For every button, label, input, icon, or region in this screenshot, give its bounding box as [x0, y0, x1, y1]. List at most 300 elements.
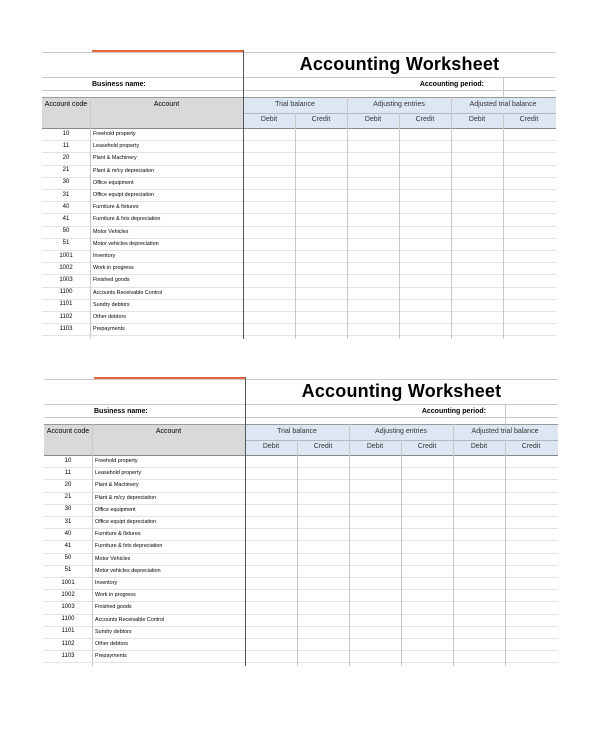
amount-cell[interactable] — [298, 590, 348, 601]
amount-cell[interactable] — [504, 312, 554, 323]
amount-cell[interactable] — [246, 553, 296, 564]
amount-cell[interactable] — [296, 251, 346, 262]
amount-cell[interactable] — [246, 565, 296, 576]
table-row — [42, 301, 556, 310]
amount-cell[interactable] — [298, 651, 348, 662]
account-name-cell: Leasehold property — [95, 470, 142, 477]
amount-cell[interactable] — [350, 578, 400, 589]
amount-cell[interactable] — [454, 480, 504, 491]
debit-header: Debit — [364, 116, 382, 123]
table-row — [44, 616, 558, 625]
amount-cell[interactable] — [348, 299, 398, 310]
amount-cell[interactable] — [506, 517, 556, 528]
amount-cell[interactable] — [506, 565, 556, 576]
amount-cell[interactable] — [246, 541, 296, 552]
amount-cell[interactable] — [504, 153, 554, 164]
amount-cell[interactable] — [504, 238, 554, 249]
amount-cell[interactable] — [400, 165, 450, 176]
account-code-cell: 1100 — [61, 616, 75, 623]
amount-cell[interactable] — [246, 651, 296, 662]
table-row — [42, 314, 556, 323]
amount-cell[interactable] — [452, 251, 502, 262]
account-code-cell: 21 — [62, 167, 70, 174]
amount-cell[interactable] — [244, 214, 294, 225]
amount-cell[interactable] — [296, 202, 346, 213]
amount-cell[interactable] — [402, 517, 452, 528]
table-row — [42, 228, 556, 237]
account-code-cell: 21 — [64, 494, 72, 501]
amount-cell[interactable] — [246, 578, 296, 589]
table-row — [44, 653, 558, 662]
amount-cell[interactable] — [452, 287, 502, 298]
amount-cell[interactable] — [402, 553, 452, 564]
amount-cell[interactable] — [244, 165, 294, 176]
amount-cell[interactable] — [298, 480, 348, 491]
accounting-period-label: Accounting period: — [419, 81, 484, 88]
account-code-cell: 1001 — [61, 579, 75, 586]
amount-cell[interactable] — [296, 238, 346, 249]
amount-cell[interactable] — [350, 456, 400, 467]
amount-cell[interactable] — [246, 626, 296, 637]
account-name-cell: Motor Vehicles — [93, 228, 129, 235]
table-row — [44, 580, 558, 589]
account-code-cell: 1103 — [61, 652, 75, 659]
amount-cell[interactable] — [348, 129, 398, 140]
amount-cell[interactable] — [246, 456, 296, 467]
amount-cell[interactable] — [246, 504, 296, 515]
account-name-cell: Accounts Receivable Control — [93, 289, 163, 296]
amount-cell[interactable] — [454, 590, 504, 601]
amount-cell[interactable] — [400, 153, 450, 164]
amount-cell[interactable] — [504, 141, 554, 152]
adjusting-entries-header: Adjusting entries — [373, 101, 425, 108]
amount-cell[interactable] — [504, 275, 554, 286]
account-code-cell: 1101 — [59, 301, 73, 308]
amount-cell[interactable] — [452, 190, 502, 201]
account-code-cell: 1102 — [59, 313, 73, 320]
amount-cell[interactable] — [506, 456, 556, 467]
amount-cell[interactable] — [350, 565, 400, 576]
amount-cell[interactable] — [350, 480, 400, 491]
amount-cell[interactable] — [350, 492, 400, 503]
amount-cell[interactable] — [296, 275, 346, 286]
table-row — [42, 131, 556, 140]
amount-cell[interactable] — [504, 165, 554, 176]
amount-cell[interactable] — [348, 177, 398, 188]
amount-cell[interactable] — [454, 492, 504, 503]
amount-cell[interactable] — [244, 177, 294, 188]
credit-header: Credit — [521, 443, 541, 450]
amount-cell[interactable] — [400, 238, 450, 249]
table-row — [44, 592, 558, 601]
amount-cell[interactable] — [504, 202, 554, 213]
amount-cell[interactable] — [348, 190, 398, 201]
amount-cell[interactable] — [454, 456, 504, 467]
amount-cell[interactable] — [454, 565, 504, 576]
amount-cell[interactable] — [402, 565, 452, 576]
amount-cell[interactable] — [452, 226, 502, 237]
amount-cell[interactable] — [402, 456, 452, 467]
amount-cell[interactable] — [296, 263, 346, 274]
account-code-cell: 51 — [62, 240, 70, 247]
amount-cell[interactable] — [400, 141, 450, 152]
amount-cell[interactable] — [296, 312, 346, 323]
amount-cell[interactable] — [452, 202, 502, 213]
account-name-cell: Prepayments — [95, 653, 127, 660]
amount-cell[interactable] — [246, 614, 296, 625]
amount-cell[interactable] — [452, 312, 502, 323]
amount-cell[interactable] — [244, 238, 294, 249]
amount-cell[interactable] — [504, 214, 554, 225]
amount-cell[interactable] — [504, 190, 554, 201]
account-name-cell: Motor vehicles depreciation — [93, 240, 159, 247]
amount-cell[interactable] — [246, 590, 296, 601]
amount-cell[interactable] — [296, 153, 346, 164]
account-code-cell: 1002 — [61, 591, 75, 598]
account-code-cell: 31 — [64, 518, 72, 525]
amount-cell[interactable] — [348, 287, 398, 298]
amount-cell[interactable] — [452, 177, 502, 188]
account-code-cell: 1003 — [59, 276, 73, 283]
amount-cell[interactable] — [402, 639, 452, 650]
amount-cell[interactable] — [246, 602, 296, 613]
amount-cell[interactable] — [504, 263, 554, 274]
table-row — [44, 470, 558, 479]
amount-cell[interactable] — [348, 202, 398, 213]
account-name-cell: Prepayments — [93, 326, 125, 333]
amount-cell[interactable] — [350, 602, 400, 613]
amount-cell[interactable] — [244, 251, 294, 262]
amount-cell[interactable] — [506, 504, 556, 515]
amount-cell[interactable] — [454, 553, 504, 564]
amount-cell[interactable] — [506, 529, 556, 540]
amount-cell[interactable] — [350, 614, 400, 625]
amount-cell[interactable] — [246, 517, 296, 528]
table-row — [42, 240, 556, 249]
amount-cell[interactable] — [400, 251, 450, 262]
account-code-cell: 1101 — [61, 628, 75, 635]
amount-cell[interactable] — [246, 468, 296, 479]
account-code-cell: 50 — [64, 555, 72, 562]
amount-cell[interactable] — [350, 590, 400, 601]
table-row — [42, 289, 556, 298]
amount-cell[interactable] — [400, 287, 450, 298]
credit-header: Credit — [311, 116, 331, 123]
amount-cell[interactable] — [298, 541, 348, 552]
amount-cell[interactable] — [400, 129, 450, 140]
amount-cell[interactable] — [402, 578, 452, 589]
table-row — [44, 519, 558, 528]
amount-cell[interactable] — [454, 602, 504, 613]
account-code-cell: 1102 — [61, 640, 75, 647]
trial-balance-header: Trial balance — [277, 428, 317, 435]
amount-cell[interactable] — [452, 299, 502, 310]
amount-cell[interactable] — [244, 299, 294, 310]
amount-cell[interactable] — [452, 141, 502, 152]
account-name-cell: Freehold property — [93, 131, 136, 137]
amount-cell[interactable] — [296, 165, 346, 176]
account-name-cell: Work in progress — [95, 592, 136, 599]
amount-cell[interactable] — [298, 504, 348, 515]
amount-cell[interactable] — [298, 578, 348, 589]
amount-cell[interactable] — [452, 275, 502, 286]
amount-cell[interactable] — [400, 299, 450, 310]
amount-cell[interactable] — [506, 480, 556, 491]
amount-cell[interactable] — [296, 129, 346, 140]
table-row — [42, 277, 556, 286]
account-name-cell: Finished goods — [93, 277, 130, 284]
account-name-cell: Office equipt depreciation — [93, 192, 155, 198]
amount-cell[interactable] — [350, 626, 400, 637]
business-name-label: Business name: — [92, 81, 146, 88]
amount-cell[interactable] — [400, 275, 450, 286]
table-row — [44, 543, 558, 552]
amount-cell[interactable] — [400, 202, 450, 213]
account-name-cell: Accounts Receivable Control — [95, 616, 165, 623]
amount-cell[interactable] — [244, 129, 294, 140]
amount-cell[interactable] — [298, 565, 348, 576]
amount-cell[interactable] — [350, 517, 400, 528]
table-row — [42, 253, 556, 262]
account-code-cell: 11 — [64, 469, 72, 476]
amount-cell[interactable] — [402, 651, 452, 662]
amount-cell[interactable] — [504, 299, 554, 310]
table-row — [42, 204, 556, 213]
amount-cell[interactable] — [400, 263, 450, 274]
amount-cell[interactable] — [348, 275, 398, 286]
account-code-cell: 51 — [64, 567, 72, 574]
table-row — [42, 326, 556, 335]
account-name-cell: Furniture & fxts depreciation — [95, 543, 163, 550]
account-name-cell: Plant & m/cy depreciation — [95, 494, 157, 501]
amount-cell[interactable] — [506, 468, 556, 479]
account-code-cell: 1001 — [59, 252, 73, 259]
amount-cell[interactable] — [504, 226, 554, 237]
amount-cell[interactable] — [402, 480, 452, 491]
amount-cell[interactable] — [506, 492, 556, 503]
table-row — [42, 192, 556, 201]
account-name-cell: Other debtors — [93, 314, 126, 320]
amount-cell[interactable] — [298, 517, 348, 528]
amount-cell[interactable] — [348, 263, 398, 274]
amount-cell[interactable] — [350, 639, 400, 650]
account-code-cell: 30 — [62, 179, 70, 186]
amount-cell[interactable] — [244, 141, 294, 152]
amount-cell[interactable] — [296, 287, 346, 298]
amount-cell[interactable] — [298, 468, 348, 479]
amount-cell[interactable] — [246, 529, 296, 540]
amount-cell[interactable] — [244, 226, 294, 237]
account-header: Account — [155, 428, 182, 435]
amount-cell[interactable] — [350, 553, 400, 564]
trial-balance-header: Trial balance — [275, 101, 315, 108]
amount-cell[interactable] — [454, 504, 504, 515]
amount-cell[interactable] — [402, 529, 452, 540]
amount-cell[interactable] — [348, 165, 398, 176]
account-code-cell: 1100 — [59, 289, 73, 296]
amount-cell[interactable] — [244, 263, 294, 274]
amount-cell[interactable] — [348, 324, 398, 335]
amount-cell[interactable] — [296, 141, 346, 152]
amount-cell[interactable] — [454, 626, 504, 637]
table-row — [44, 604, 558, 613]
amount-cell[interactable] — [348, 238, 398, 249]
amount-cell[interactable] — [298, 626, 348, 637]
accounting-period-label: Accounting period: — [421, 408, 486, 415]
adjusted-trial-balance-header: Adjusted trial balance — [471, 428, 539, 435]
amount-cell[interactable] — [350, 529, 400, 540]
amount-cell[interactable] — [400, 312, 450, 323]
amount-cell[interactable] — [402, 541, 452, 552]
amount-cell[interactable] — [400, 324, 450, 335]
account-code-cell: 20 — [62, 154, 70, 161]
account-name-cell: Office equipment — [95, 506, 136, 513]
business-name-label: Business name: — [94, 408, 148, 415]
amount-cell[interactable] — [350, 541, 400, 552]
amount-cell[interactable] — [454, 529, 504, 540]
amount-cell[interactable] — [348, 153, 398, 164]
table-row — [42, 143, 556, 152]
table-row — [44, 641, 558, 650]
amount-cell[interactable] — [506, 602, 556, 613]
amount-cell[interactable] — [350, 651, 400, 662]
amount-cell[interactable] — [400, 177, 450, 188]
amount-cell[interactable] — [348, 226, 398, 237]
amount-cell[interactable] — [348, 251, 398, 262]
amount-cell[interactable] — [402, 602, 452, 613]
account-name-cell: Furniture & fixtures — [95, 531, 141, 538]
amount-cell[interactable] — [348, 141, 398, 152]
amount-cell[interactable] — [452, 165, 502, 176]
table-row — [44, 494, 558, 503]
amount-cell[interactable] — [296, 299, 346, 310]
page-title: Accounting Worksheet — [301, 381, 502, 401]
account-name-cell: Freehold property — [95, 458, 138, 464]
amount-cell[interactable] — [506, 626, 556, 637]
amount-cell[interactable] — [506, 541, 556, 552]
amount-cell[interactable] — [506, 590, 556, 601]
amount-cell[interactable] — [244, 324, 294, 335]
amount-cell[interactable] — [400, 190, 450, 201]
amount-cell[interactable] — [452, 324, 502, 335]
amount-cell[interactable] — [246, 480, 296, 491]
table-row — [42, 216, 556, 225]
account-code-cell: 40 — [62, 203, 70, 210]
amount-cell[interactable] — [298, 553, 348, 564]
table-row — [44, 482, 558, 491]
amount-cell[interactable] — [454, 541, 504, 552]
credit-header: Credit — [519, 116, 539, 123]
amount-cell[interactable] — [350, 468, 400, 479]
amount-cell[interactable] — [296, 214, 346, 225]
amount-cell[interactable] — [506, 578, 556, 589]
amount-cell[interactable] — [350, 504, 400, 515]
account-code-cell: 10 — [64, 457, 72, 464]
account-name-cell: Inventory — [93, 253, 116, 259]
table-row — [42, 167, 556, 176]
amount-cell[interactable] — [298, 456, 348, 467]
amount-cell[interactable] — [348, 312, 398, 323]
amount-cell[interactable] — [454, 651, 504, 662]
amount-cell[interactable] — [454, 639, 504, 650]
account-code-cell: 41 — [62, 215, 70, 222]
amount-cell[interactable] — [244, 190, 294, 201]
amount-cell[interactable] — [244, 275, 294, 286]
amount-cell[interactable] — [244, 287, 294, 298]
amount-cell[interactable] — [402, 468, 452, 479]
amount-cell[interactable] — [298, 602, 348, 613]
amount-cell[interactable] — [506, 614, 556, 625]
amount-cell[interactable] — [452, 153, 502, 164]
amount-cell[interactable] — [246, 639, 296, 650]
account-name-cell: Office equipment — [93, 179, 134, 186]
credit-header: Credit — [313, 443, 333, 450]
amount-cell[interactable] — [454, 614, 504, 625]
credit-header: Credit — [417, 443, 437, 450]
amount-cell[interactable] — [454, 468, 504, 479]
amount-cell[interactable] — [454, 578, 504, 589]
amount-cell[interactable] — [296, 190, 346, 201]
amount-cell[interactable] — [506, 553, 556, 564]
amount-cell[interactable] — [402, 614, 452, 625]
table-row — [42, 179, 556, 188]
amount-cell[interactable] — [402, 492, 452, 503]
amount-cell[interactable] — [298, 639, 348, 650]
account-name-cell: Furniture & fxts depreciation — [93, 216, 161, 223]
amount-cell[interactable] — [452, 238, 502, 249]
amount-cell[interactable] — [296, 226, 346, 237]
amount-cell[interactable] — [452, 129, 502, 140]
amount-cell[interactable] — [246, 492, 296, 503]
amount-cell[interactable] — [298, 529, 348, 540]
debit-header: Debit — [262, 443, 280, 450]
amount-cell[interactable] — [244, 312, 294, 323]
amount-cell[interactable] — [504, 177, 554, 188]
account-code-cell: 31 — [62, 191, 70, 198]
debit-header: Debit — [470, 443, 488, 450]
amount-cell[interactable] — [402, 504, 452, 515]
page-title: Accounting Worksheet — [299, 54, 500, 74]
amount-cell[interactable] — [504, 324, 554, 335]
amount-cell[interactable] — [348, 214, 398, 225]
amount-cell[interactable] — [452, 263, 502, 274]
amount-cell[interactable] — [298, 492, 348, 503]
amount-cell[interactable] — [296, 177, 346, 188]
table-row — [42, 155, 556, 164]
amount-cell[interactable] — [504, 129, 554, 140]
account-name-cell: Office equipt depreciation — [95, 519, 157, 525]
amount-cell[interactable] — [506, 651, 556, 662]
credit-header: Credit — [415, 116, 435, 123]
amount-cell[interactable] — [506, 639, 556, 650]
amount-cell[interactable] — [504, 287, 554, 298]
amount-cell[interactable] — [452, 214, 502, 225]
amount-cell[interactable] — [504, 251, 554, 262]
debit-header: Debit — [366, 443, 384, 450]
amount-cell[interactable] — [402, 590, 452, 601]
account-code-header: Account code — [46, 428, 90, 435]
amount-cell[interactable] — [244, 202, 294, 213]
amount-cell[interactable] — [244, 153, 294, 164]
amount-cell[interactable] — [296, 324, 346, 335]
amount-cell[interactable] — [400, 226, 450, 237]
account-code-cell: 1003 — [61, 603, 75, 610]
amount-cell[interactable] — [454, 517, 504, 528]
amount-cell[interactable] — [298, 614, 348, 625]
amount-cell[interactable] — [400, 214, 450, 225]
amount-cell[interactable] — [402, 626, 452, 637]
account-name-cell: Sundry debtors — [95, 628, 132, 635]
